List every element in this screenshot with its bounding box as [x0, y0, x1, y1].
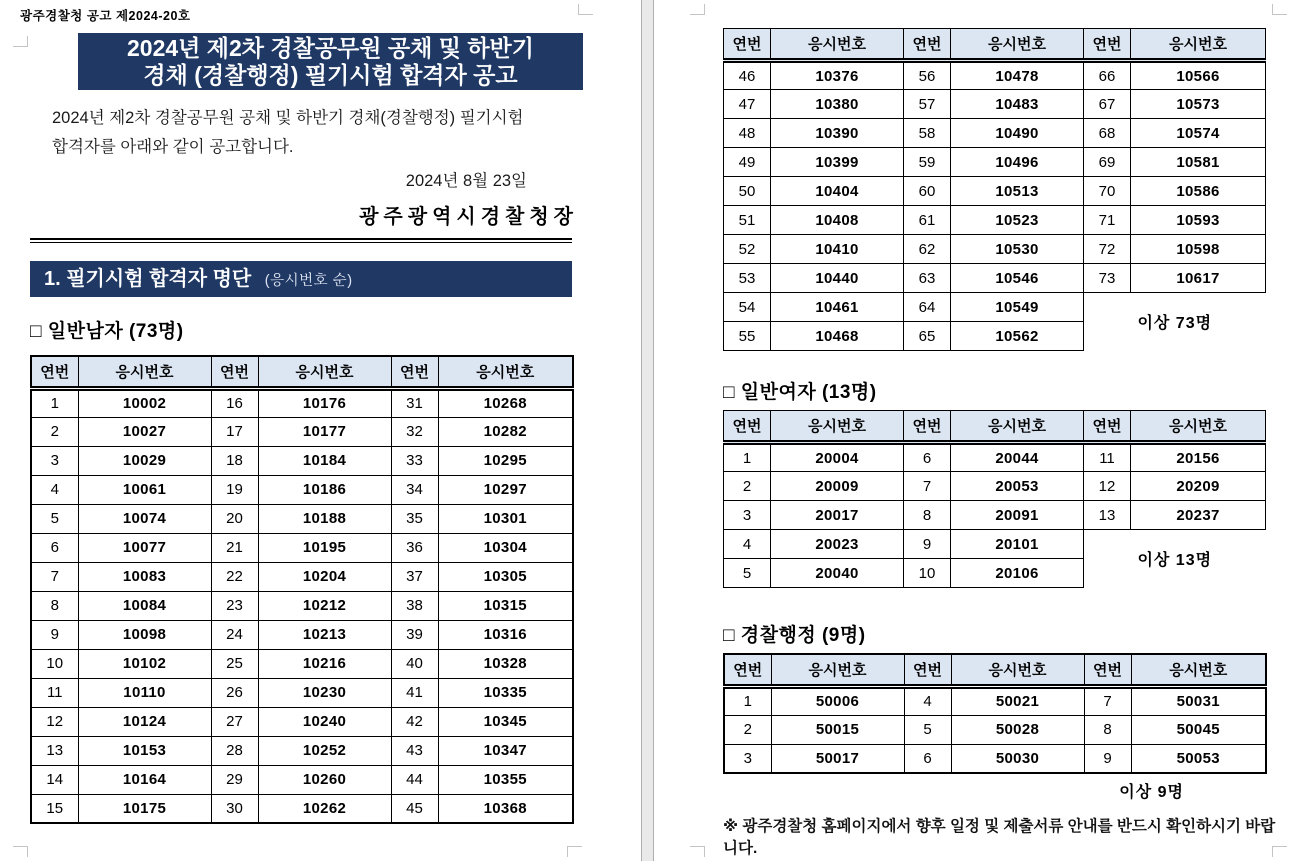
table-general-women: [723, 410, 1266, 588]
table-row: [31, 678, 573, 707]
announcement-date: 2024년 8월 23일: [405, 172, 527, 190]
exam-number-cell: 10523: [951, 206, 1084, 235]
serial-number-cell: 70: [1084, 177, 1131, 206]
table-row: [724, 443, 1266, 472]
exam-number-cell: 10404: [771, 177, 904, 206]
exam-number-cell: 10566: [1131, 61, 1266, 90]
exam-number-cell: 10586: [1131, 177, 1266, 206]
table-row: [31, 591, 573, 620]
serial-number-cell: 37: [391, 562, 438, 591]
exam-number-cell: 10315: [438, 591, 573, 620]
exam-number-cell: 10390: [771, 119, 904, 148]
exam-number-cell: 50006: [771, 686, 904, 715]
exam-number-cell: 50053: [1131, 744, 1266, 773]
exam-number-cell: 10380: [771, 90, 904, 119]
serial-number-cell: 72: [1084, 235, 1131, 264]
serial-number-cell: 59: [904, 148, 951, 177]
serial-number-cell: 50: [724, 177, 771, 206]
serial-number-cell: 11: [1084, 443, 1131, 472]
exam-number-cell: 10230: [258, 678, 391, 707]
margin-corner-mark: [13, 846, 28, 857]
serial-number-cell: 10: [904, 559, 951, 588]
exam-number-cell: 10213: [258, 620, 391, 649]
table-row: [724, 90, 1266, 119]
exam-number-cell: 10345: [438, 707, 573, 736]
serial-number-cell: 65: [904, 322, 951, 351]
announcement-title-banner: [78, 33, 583, 90]
exam-number-cell: 20156: [1131, 443, 1266, 472]
table-row: [31, 765, 573, 794]
serial-number-cell: 43: [391, 736, 438, 765]
exam-number-cell: 10478: [951, 61, 1084, 90]
exam-number-cell: 10483: [951, 90, 1084, 119]
column-header: 응시번호: [951, 654, 1084, 686]
exam-number-cell: 50028: [951, 715, 1084, 744]
table-row: [31, 388, 573, 417]
margin-corner-mark: [567, 846, 582, 857]
exam-number-cell: 10204: [258, 562, 391, 591]
serial-number-cell: 27: [211, 707, 258, 736]
serial-number-cell: 5: [31, 504, 78, 533]
serial-number-cell: 22: [211, 562, 258, 591]
serial-number-cell: 60: [904, 177, 951, 206]
table-row: [31, 475, 573, 504]
exam-number-cell: 10593: [1131, 206, 1266, 235]
exam-number-cell: 10252: [258, 736, 391, 765]
exam-number-cell: 10216: [258, 649, 391, 678]
body-line-1: 2024년 제2차 경찰공무원 공채 및 하반기 경채(경찰행정) 필기시험: [52, 109, 524, 127]
page-1: [0, 0, 641, 861]
exam-number-cell: 10328: [438, 649, 573, 678]
serial-number-cell: 46: [724, 61, 771, 90]
table-row: [724, 530, 1266, 559]
exam-number-cell: 50045: [1131, 715, 1266, 744]
serial-number-cell: 61: [904, 206, 951, 235]
serial-number-cell: 41: [391, 678, 438, 707]
exam-number-cell: 10077: [78, 533, 211, 562]
serial-number-cell: 33: [391, 446, 438, 475]
serial-number-cell: 5: [904, 715, 951, 744]
serial-number-cell: 67: [1084, 90, 1131, 119]
table-row: [724, 501, 1266, 530]
table-header-row: [724, 654, 1266, 686]
exam-number-cell: 10581: [1131, 148, 1266, 177]
exam-number-cell: 20023: [771, 530, 904, 559]
exam-number-cell: 10562: [951, 322, 1084, 351]
exam-number-cell: 10110: [78, 678, 211, 707]
exam-number-cell: 20091: [951, 501, 1084, 530]
serial-number-cell: 29: [211, 765, 258, 794]
exam-number-cell: 10061: [78, 475, 211, 504]
serial-number-cell: 19: [211, 475, 258, 504]
serial-number-cell: 3: [724, 744, 771, 773]
exam-number-cell: 10177: [258, 417, 391, 446]
exam-number-cell: 10461: [771, 293, 904, 322]
serial-number-cell: 4: [724, 530, 771, 559]
serial-number-cell: 24: [211, 620, 258, 649]
serial-number-cell: 13: [31, 736, 78, 765]
serial-number-cell: 11: [31, 678, 78, 707]
exam-number-cell: 10305: [438, 562, 573, 591]
exam-number-cell: 10410: [771, 235, 904, 264]
serial-number-cell: 2: [724, 715, 771, 744]
column-header: 응시번호: [771, 411, 904, 443]
column-header: 응시번호: [1131, 654, 1266, 686]
exam-number-cell: 10376: [771, 61, 904, 90]
column-header: 응시번호: [78, 356, 211, 388]
serial-number-cell: 64: [904, 293, 951, 322]
column-header: 응시번호: [771, 29, 904, 61]
exam-number-cell: 10102: [78, 649, 211, 678]
table-row: [724, 177, 1266, 206]
exam-number-cell: 20237: [1131, 501, 1266, 530]
exam-number-cell: 10574: [1131, 119, 1266, 148]
serial-number-cell: 3: [724, 501, 771, 530]
column-header: 응시번호: [258, 356, 391, 388]
table-row: [31, 533, 573, 562]
exam-number-cell: 10408: [771, 206, 904, 235]
exam-number-cell: 10124: [78, 707, 211, 736]
total-count-police-admin: 이상 9명: [1119, 784, 1184, 801]
table-row: [31, 707, 573, 736]
exam-number-cell: 10175: [78, 794, 211, 823]
exam-number-cell: 20101: [951, 530, 1084, 559]
margin-corner-mark: [690, 4, 705, 15]
serial-number-cell: 4: [904, 686, 951, 715]
table-row: [724, 293, 1266, 322]
exam-number-cell: 10368: [438, 794, 573, 823]
serial-number-cell: 18: [211, 446, 258, 475]
column-header: 연번: [904, 654, 951, 686]
table-row: [724, 264, 1266, 293]
serial-number-cell: 1: [31, 388, 78, 417]
column-header: 연번: [724, 411, 771, 443]
exam-number-cell: 10195: [258, 533, 391, 562]
exam-number-cell: 50015: [771, 715, 904, 744]
exam-number-cell: 20004: [771, 443, 904, 472]
margin-corner-mark: [13, 36, 28, 47]
table-row: [724, 744, 1266, 773]
page-2: [654, 0, 1315, 861]
serial-number-cell: 9: [31, 620, 78, 649]
title-line-1: 2024년 제2차 경찰공무원 공채 및 하반기: [127, 35, 534, 61]
exam-number-cell: 10184: [258, 446, 391, 475]
exam-number-cell: 10598: [1131, 235, 1266, 264]
exam-number-cell: 50021: [951, 686, 1084, 715]
exam-number-cell: 10335: [438, 678, 573, 707]
title-line-2: 경채 (경찰행정) 필기시험 합격자 공고: [143, 62, 518, 88]
exam-number-cell: 10549: [951, 293, 1084, 322]
serial-number-cell: 12: [1084, 472, 1131, 501]
serial-number-cell: 57: [904, 90, 951, 119]
column-header: 연번: [724, 29, 771, 61]
serial-number-cell: 71: [1084, 206, 1131, 235]
heading-police-admin: □ 경찰행정 (9명): [723, 625, 866, 646]
exam-number-cell: 10027: [78, 417, 211, 446]
column-header: 응시번호: [951, 411, 1084, 443]
table-general-men-page1: [30, 355, 574, 824]
exam-number-cell: 10282: [438, 417, 573, 446]
serial-number-cell: 30: [211, 794, 258, 823]
exam-number-cell: 10496: [951, 148, 1084, 177]
exam-number-cell: 10295: [438, 446, 573, 475]
serial-number-cell: 10: [31, 649, 78, 678]
serial-number-cell: 8: [31, 591, 78, 620]
exam-number-cell: 50030: [951, 744, 1084, 773]
exam-number-cell: 10260: [258, 765, 391, 794]
margin-corner-mark: [690, 846, 705, 857]
announcement-body: [52, 104, 532, 162]
exam-number-cell: 10153: [78, 736, 211, 765]
exam-number-cell: 10297: [438, 475, 573, 504]
serial-number-cell: 7: [31, 562, 78, 591]
page-gap-divider: [641, 0, 654, 861]
table-row: [724, 206, 1266, 235]
serial-number-cell: 17: [211, 417, 258, 446]
table-row: [724, 148, 1266, 177]
serial-number-cell: 5: [724, 559, 771, 588]
serial-number-cell: 34: [391, 475, 438, 504]
serial-number-cell: 16: [211, 388, 258, 417]
exam-number-cell: 10355: [438, 765, 573, 794]
double-rule: [30, 238, 572, 243]
serial-number-cell: 42: [391, 707, 438, 736]
exam-number-cell: 10268: [438, 388, 573, 417]
exam-number-cell: 20040: [771, 559, 904, 588]
serial-number-cell: 48: [724, 119, 771, 148]
serial-number-cell: 20: [211, 504, 258, 533]
column-header: 연번: [904, 411, 951, 443]
exam-number-cell: 10304: [438, 533, 573, 562]
column-header: 응시번호: [1131, 29, 1266, 61]
table-row: [31, 562, 573, 591]
serial-number-cell: 15: [31, 794, 78, 823]
serial-number-cell: 2: [31, 417, 78, 446]
serial-number-cell: 38: [391, 591, 438, 620]
exam-number-cell: 10164: [78, 765, 211, 794]
serial-number-cell: 35: [391, 504, 438, 533]
serial-number-cell: 1: [724, 443, 771, 472]
serial-number-cell: 63: [904, 264, 951, 293]
exam-number-cell: 10573: [1131, 90, 1266, 119]
serial-number-cell: 28: [211, 736, 258, 765]
serial-number-cell: 66: [1084, 61, 1131, 90]
margin-corner-mark: [578, 4, 593, 15]
column-header: 연번: [1084, 654, 1131, 686]
column-header: 연번: [391, 356, 438, 388]
serial-number-cell: 53: [724, 264, 771, 293]
table-row: [724, 715, 1266, 744]
serial-number-cell: 25: [211, 649, 258, 678]
column-header: 연번: [31, 356, 78, 388]
table-row: [31, 794, 573, 823]
serial-number-cell: 51: [724, 206, 771, 235]
exam-number-cell: 10029: [78, 446, 211, 475]
column-header: 응시번호: [951, 29, 1084, 61]
heading-general-women: □ 일반여자 (13명): [723, 382, 877, 403]
table-row: [724, 686, 1266, 715]
serial-number-cell: 1: [724, 686, 771, 715]
total-count-label: 이상 73명: [1137, 315, 1213, 333]
table-row: [31, 504, 573, 533]
column-header: 연번: [1084, 29, 1131, 61]
footer-notice: ※ 광주경찰청 홈페이지에서 향후 일정 및 제출서류 안내를 반드시 확인하시기 바랍니다.: [723, 818, 1276, 857]
exam-number-cell: 10468: [771, 322, 904, 351]
serial-number-cell: 52: [724, 235, 771, 264]
body-line-2: 합격자를 아래와 같이 공고합니다.: [52, 138, 294, 156]
serial-number-cell: 9: [904, 530, 951, 559]
exam-number-cell: 10316: [438, 620, 573, 649]
table-row: [31, 620, 573, 649]
serial-number-cell: 7: [904, 472, 951, 501]
table-row: [724, 472, 1266, 501]
exam-number-cell: 20009: [771, 472, 904, 501]
exam-number-cell: 20044: [951, 443, 1084, 472]
exam-number-cell: 10212: [258, 591, 391, 620]
table-row: [724, 235, 1266, 264]
column-header: 연번: [211, 356, 258, 388]
total-count-label: 이상 13명: [1137, 552, 1213, 570]
exam-number-cell: 10347: [438, 736, 573, 765]
serial-number-cell: 49: [724, 148, 771, 177]
serial-number-cell: 3: [31, 446, 78, 475]
notice-number: 광주경찰청 공고 제2024-20호: [20, 9, 191, 23]
table-row: [31, 417, 573, 446]
exam-number-cell: 10513: [951, 177, 1084, 206]
table-row: [31, 649, 573, 678]
exam-number-cell: 10440: [771, 264, 904, 293]
serial-number-cell: 9: [1084, 744, 1131, 773]
serial-number-cell: 56: [904, 61, 951, 90]
serial-number-cell: 32: [391, 417, 438, 446]
serial-number-cell: 6: [904, 443, 951, 472]
serial-number-cell: 36: [391, 533, 438, 562]
table-header-row: [31, 356, 573, 388]
exam-number-cell: 10098: [78, 620, 211, 649]
heading-general-men: □ 일반남자 (73명): [30, 321, 184, 342]
serial-number-cell: 6: [31, 533, 78, 562]
exam-number-cell: 10176: [258, 388, 391, 417]
serial-number-cell: 7: [1084, 686, 1131, 715]
serial-number-cell: 2: [724, 472, 771, 501]
exam-number-cell: 10262: [258, 794, 391, 823]
exam-number-cell: 10399: [771, 148, 904, 177]
serial-number-cell: 26: [211, 678, 258, 707]
exam-number-cell: 10617: [1131, 264, 1266, 293]
column-header: 연번: [904, 29, 951, 61]
table-police-admin: [723, 653, 1267, 774]
exam-number-cell: 10301: [438, 504, 573, 533]
exam-number-cell: 10546: [951, 264, 1084, 293]
serial-number-cell: 55: [724, 322, 771, 351]
serial-number-cell: 54: [724, 293, 771, 322]
column-header: 응시번호: [771, 654, 904, 686]
serial-number-cell: 40: [391, 649, 438, 678]
exam-number-cell: 10240: [258, 707, 391, 736]
exam-number-cell: 10188: [258, 504, 391, 533]
exam-number-cell: 10490: [951, 119, 1084, 148]
serial-number-cell: 45: [391, 794, 438, 823]
table-row: [31, 446, 573, 475]
exam-number-cell: 50031: [1131, 686, 1266, 715]
serial-number-cell: 21: [211, 533, 258, 562]
serial-number-cell: 69: [1084, 148, 1131, 177]
exam-number-cell: 10084: [78, 591, 211, 620]
exam-number-cell: 20053: [951, 472, 1084, 501]
table-general-men-page2: [723, 28, 1266, 351]
margin-corner-mark: [1272, 4, 1287, 15]
section-subtitle: (응시번호 순): [264, 273, 353, 289]
serial-number-cell: 23: [211, 591, 258, 620]
table-header-row: [724, 411, 1266, 443]
serial-number-cell: 13: [1084, 501, 1131, 530]
serial-number-cell: 8: [904, 501, 951, 530]
exam-number-cell: 10083: [78, 562, 211, 591]
serial-number-cell: 6: [904, 744, 951, 773]
exam-number-cell: 10074: [78, 504, 211, 533]
serial-number-cell: 14: [31, 765, 78, 794]
serial-number-cell: 73: [1084, 264, 1131, 293]
serial-number-cell: 8: [1084, 715, 1131, 744]
column-header: 응시번호: [1131, 411, 1266, 443]
serial-number-cell: 68: [1084, 119, 1131, 148]
column-header: 응시번호: [438, 356, 573, 388]
exam-number-cell: 50017: [771, 744, 904, 773]
exam-number-cell: 10530: [951, 235, 1084, 264]
exam-number-cell: 20209: [1131, 472, 1266, 501]
serial-number-cell: 58: [904, 119, 951, 148]
serial-number-cell: 12: [31, 707, 78, 736]
serial-number-cell: 44: [391, 765, 438, 794]
column-header: 연번: [1084, 411, 1131, 443]
exam-number-cell: 20106: [951, 559, 1084, 588]
table-row: [724, 119, 1266, 148]
serial-number-cell: 4: [31, 475, 78, 504]
serial-number-cell: 62: [904, 235, 951, 264]
serial-number-cell: 47: [724, 90, 771, 119]
section-title: 1. 필기시험 합격자 명단: [44, 268, 252, 290]
exam-number-cell: 10002: [78, 388, 211, 417]
section-header: [30, 261, 572, 297]
table-row: [724, 61, 1266, 90]
issuer-signature: 광주광역시경찰청장: [359, 206, 578, 228]
exam-number-cell: 10186: [258, 475, 391, 504]
serial-number-cell: 31: [391, 388, 438, 417]
table-row: [31, 736, 573, 765]
exam-number-cell: 20017: [771, 501, 904, 530]
column-header: 연번: [724, 654, 771, 686]
table-header-row: [724, 29, 1266, 61]
serial-number-cell: 39: [391, 620, 438, 649]
